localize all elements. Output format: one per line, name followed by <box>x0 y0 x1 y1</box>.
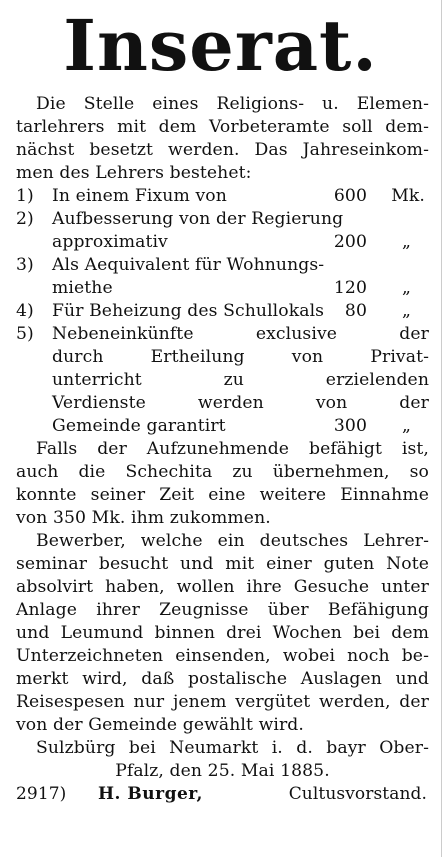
paragraph-line: merkt wird, daß postalische Auslagen und <box>16 669 429 689</box>
intro-line: tarlehrers mit dem Vorbeteramte soll dem- <box>16 117 429 137</box>
item-currency: Mk. <box>391 186 425 206</box>
item-currency-ditto: „ <box>401 301 411 321</box>
item-text-line: durch Ertheilung von Privat- <box>52 347 429 367</box>
place-date <box>16 737 429 783</box>
item-text: Gemeinde garantirt <box>52 416 226 436</box>
intro-line: nächst besetzt werden. Das Jahreseinkom- <box>16 140 429 160</box>
item-text: Als Aequivalent für Wohnungs- <box>52 255 325 275</box>
income-item-continuation <box>16 231 429 254</box>
income-item <box>16 300 429 323</box>
intro-line: Die Stelle eines Religions- u. Elemen- <box>36 94 429 114</box>
item-text-line: unterricht zu erzielenden <box>52 370 429 390</box>
item-amount: 80 <box>344 301 367 321</box>
paragraph-line: seminar besucht und mit einer guten Note <box>16 554 429 574</box>
item-number: 2) <box>16 209 34 229</box>
paragraph-line: von der Gemeinde gewählt wird. <box>16 715 304 735</box>
item-text: In einem Fixum von <box>52 186 227 206</box>
paragraph-line: absolvirt haben, wollen ihre Gesuche unter <box>16 577 429 597</box>
item-number: 4) <box>16 301 34 321</box>
item-text: miethe <box>52 278 113 298</box>
advertisement-body <box>16 93 429 809</box>
paragraph-line: konnte seiner Zeit eine weitere Einnahme <box>16 485 429 505</box>
paragraph-line: Unterzeichneten einsenden, wobei noch be- <box>16 646 429 666</box>
item-currency-ditto: „ <box>401 232 411 252</box>
signatory-name: H. Burger, <box>98 784 203 804</box>
place-line: Sulzbürg bei Neumarkt i. d. bayr Ober- <box>36 738 429 758</box>
intro-line: men des Lehrers bestehet: <box>16 163 252 183</box>
income-item <box>16 254 429 277</box>
paragraph-line: Bewerber, welche ein deutsches Lehrer- <box>36 531 429 551</box>
signatory-role: Cultusvorstand. <box>288 784 427 804</box>
income-item <box>16 208 429 231</box>
application-paragraph <box>16 530 429 737</box>
item-amount: 200 <box>333 232 367 252</box>
ad-reference-number: 2917) <box>16 784 67 804</box>
income-item-5 <box>16 323 429 438</box>
item-amount: 600 <box>333 186 367 206</box>
item-text-line: Nebeneinkünfte exclusive der <box>52 324 429 344</box>
paragraph-line: auch die Schechita zu übernehmen, so <box>16 462 429 482</box>
paragraph-line: Reisespesen nur jenem vergütet werden, der <box>16 692 429 712</box>
item-text-line: Verdienste werden von der <box>52 393 429 413</box>
item-text: Für Beheizung des Schullokals <box>52 301 325 321</box>
item-amount: 120 <box>333 278 367 298</box>
date-line: Pfalz, den 25. Mai 1885. <box>115 761 330 781</box>
item-amount: 300 <box>333 416 367 436</box>
paragraph-line: Anlage ihrer Zeugnisse über Befähigung <box>16 600 429 620</box>
schechita-paragraph <box>16 438 429 530</box>
advertisement-title: Inserat. <box>63 4 378 87</box>
signature-line <box>16 783 429 809</box>
item-number: 1) <box>16 186 34 206</box>
item-number: 3) <box>16 255 34 275</box>
item-currency-ditto: „ <box>401 278 411 298</box>
paragraph-line: und Leumund binnen drei Wochen bei dem <box>16 623 429 643</box>
item-currency-ditto: „ <box>401 416 411 436</box>
item-text: approximativ <box>52 232 168 252</box>
income-item-continuation <box>16 277 429 300</box>
item-number: 5) <box>16 324 34 344</box>
paragraph-line: Falls der Aufzunehmende befähigt ist, <box>36 439 429 459</box>
paragraph-line: von 350 Mk. ihm zukommen. <box>16 508 271 528</box>
income-item-continuation <box>16 415 429 438</box>
income-list <box>16 185 429 438</box>
income-item <box>16 185 429 208</box>
item-text: Aufbesserung von der Regierung <box>52 209 344 229</box>
intro-paragraph <box>16 93 429 185</box>
